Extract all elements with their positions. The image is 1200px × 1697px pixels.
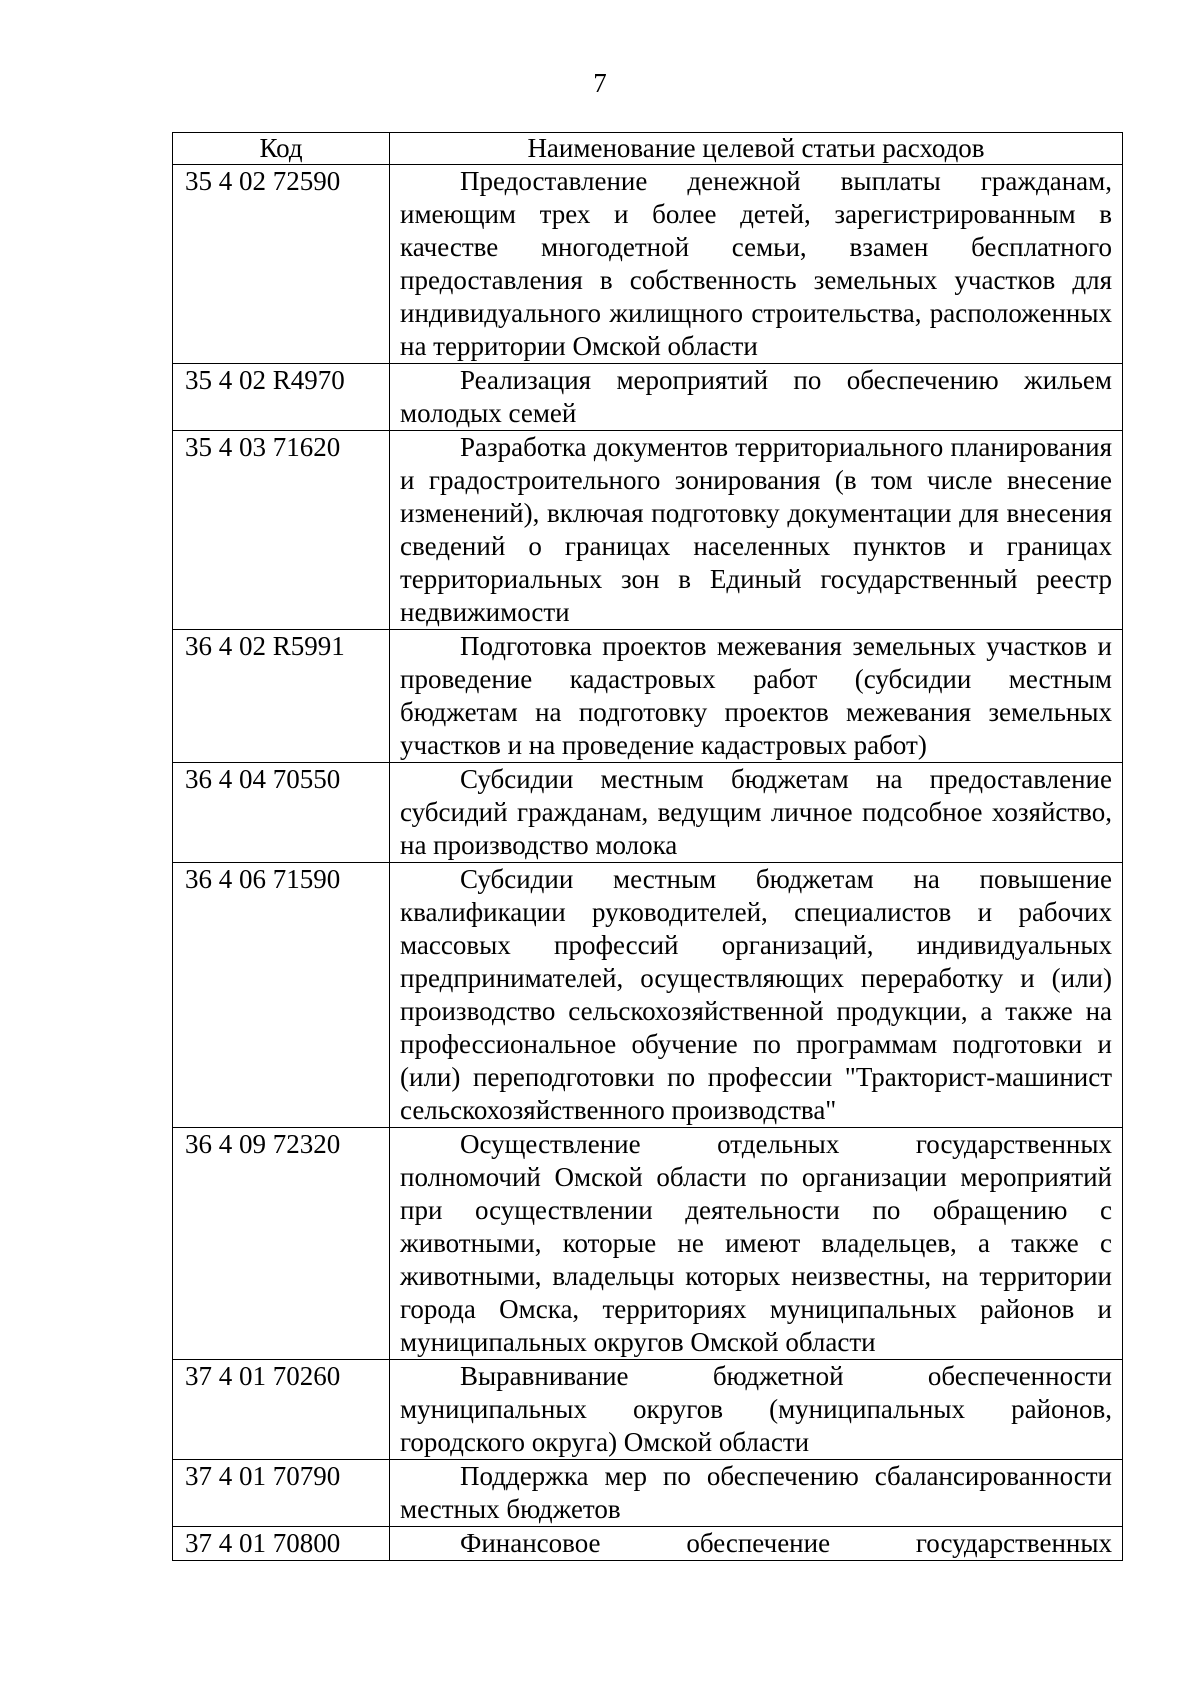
- row-name: Разработка документов территориального планирования и градостроительного зонирования (в том числе внесение изменений), включая подготовку документации для внесения сведений о границах населенных пунктов и границах территориальных зон в Единый государственный реестр недвижимости: [390, 431, 1123, 630]
- row-code: 37 4 01 70800: [173, 1527, 390, 1561]
- table-row: [173, 1460, 1123, 1527]
- row-name: Субсидии местным бюджетам на предоставление субсидий гражданам, ведущим личное подсобное хозяйство, на производство молока: [390, 763, 1123, 863]
- page-number: 7: [593, 68, 607, 98]
- table-row: [173, 431, 1123, 630]
- row-name: Предоставление денежной выплаты гражданам, имеющим трех и более детей, зарегистрированным в качестве многодетной семьи, взамен бесплатного предоставления в собственность земельных участков для индивидуального жилищного строительства, расположенных на территории Омской области: [390, 165, 1123, 364]
- row-code: 35 4 02 72590: [173, 165, 390, 364]
- table-row: [173, 763, 1123, 863]
- row-name: Подготовка проектов межевания земельных участков и проведение кадастровых работ (субсидии местным бюджетам на подготовку проектов межевания земельных участков и на проведение кадастровых работ): [390, 630, 1123, 763]
- table-row: [173, 364, 1123, 431]
- table-row: [173, 1128, 1123, 1360]
- table-header-row: [173, 133, 1123, 165]
- row-name: Финансовое обеспечение государственных: [390, 1527, 1123, 1561]
- row-name: Осуществление отдельных государственных полномочий Омской области по организации мероприятий при осуществлении деятельности по обращению с животными, которые не имеют владельцев, а также с животными, владельцы которых неизвестны, на территории города Омска, территориях муниципальных районов и муниципальных округов Омской области: [390, 1128, 1123, 1360]
- row-name: Выравнивание бюджетной обеспеченности муниципальных округов (муниципальных районов, городского округа) Омской области: [390, 1360, 1123, 1460]
- row-code: 36 4 02 R5991: [173, 630, 390, 763]
- row-name: Субсидии местным бюджетам на повышение квалификации руководителей, специалистов и рабочих массовых профессий организаций, индивидуальных предпринимателей, осуществляющих переработку и (или) производство сельскохозяйственной продукции, а также на профессиональное обучение по программам подготовки и (или) переподготовки по профессии "Тракторист-машинист сельскохозяйственного производства": [390, 863, 1123, 1128]
- column-header-name: Наименование целевой статьи расходов: [390, 133, 1123, 165]
- row-code: 36 4 09 72320: [173, 1128, 390, 1360]
- table-row: [173, 165, 1123, 364]
- table-row: [173, 1527, 1123, 1561]
- column-header-code: Код: [173, 133, 390, 165]
- row-name: Реализация мероприятий по обеспечению жильем молодых семей: [390, 364, 1123, 431]
- table-row: [173, 630, 1123, 763]
- row-code: 37 4 01 70260: [173, 1360, 390, 1460]
- row-code: 36 4 04 70550: [173, 763, 390, 863]
- table-row: [173, 863, 1123, 1128]
- row-code: 35 4 02 R4970: [173, 364, 390, 431]
- row-code: 36 4 06 71590: [173, 863, 390, 1128]
- row-name: Поддержка мер по обеспечению сбалансированности местных бюджетов: [390, 1460, 1123, 1527]
- row-code: 37 4 01 70790: [173, 1460, 390, 1527]
- budget-expense-table: [172, 132, 1123, 1561]
- row-code: 35 4 03 71620: [173, 431, 390, 630]
- table-row: [173, 1360, 1123, 1460]
